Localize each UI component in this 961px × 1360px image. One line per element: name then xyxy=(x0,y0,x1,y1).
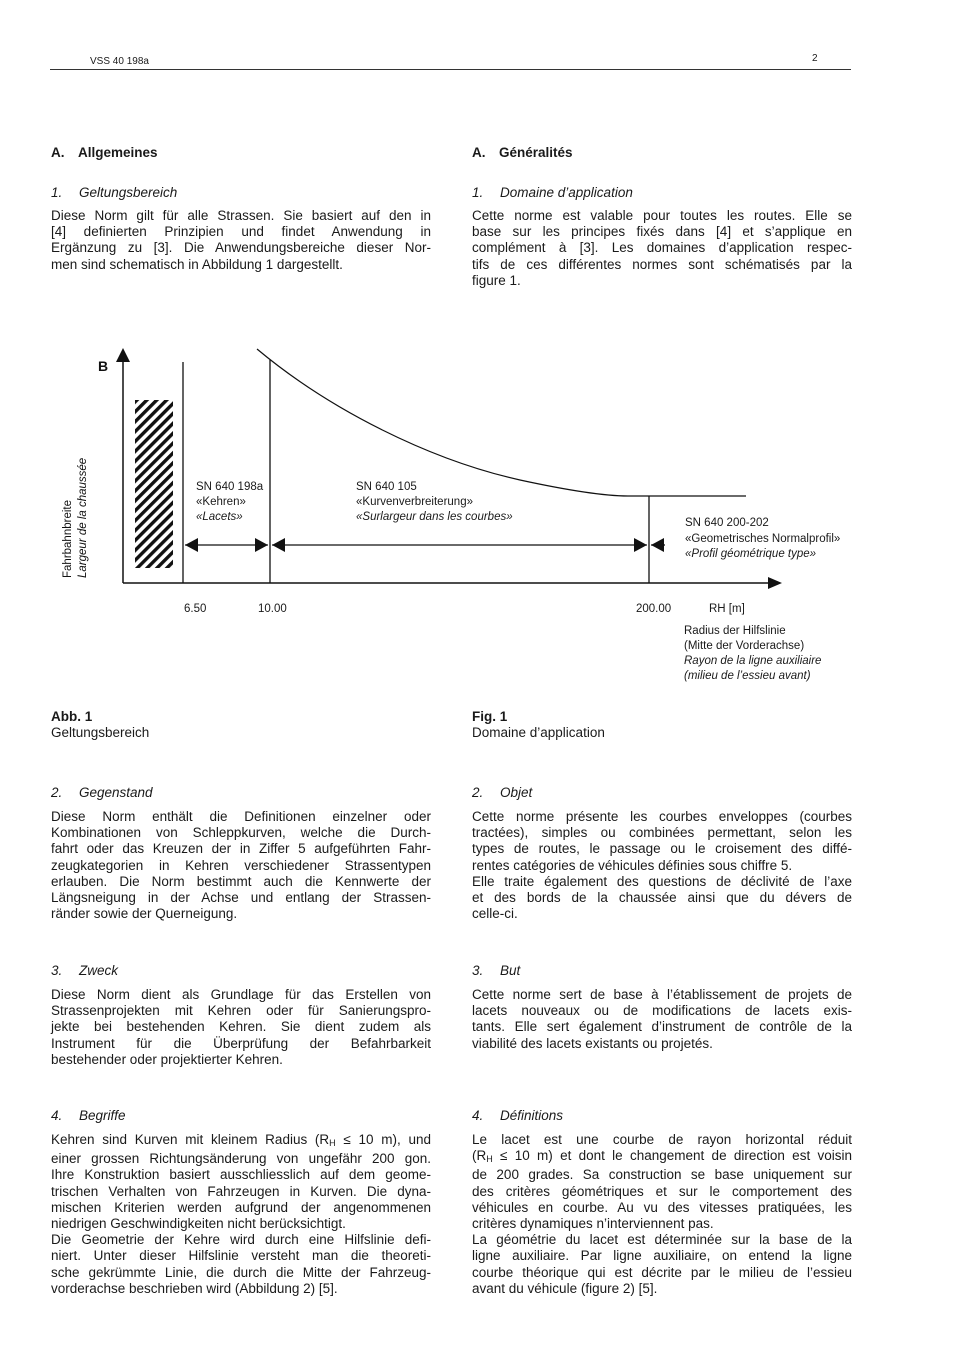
hatched-zone xyxy=(135,400,173,568)
y-axis-arrow xyxy=(116,348,130,362)
section-3-heading-de: 3. Zweck xyxy=(51,963,119,978)
region-b-de: «Kurvenverbreiterung» xyxy=(356,496,473,508)
x-axis-desc-fr-1: Rayon de la ligne auxiliaire xyxy=(684,655,822,667)
section-3-body-fr: Cette norme sert de base à l’établissement de projets de lacets nouveaux ou de modifications de lacets exis- tants. Elle sert également d’instrument de contrôle de la viabilité des lacets existants ou projetés. xyxy=(472,987,852,1051)
section-4-body-fr: Le lacet est une courbe de rayon horizontal réduit ($R_H \le 10$ m) et dont le changement de direction est voisin de 200 grades. Sa construction se base uniquement sur des critères géométriques et sur le comportement des véhicules en courbe. Au vu des vitesses pratiquées, les critères dynamiques n’interviennent pas. La géométrie du lacet est déterminée sur la base de la ligne auxiliaire. Par ligne auxiliaire, on entend la ligne courbe théorique qui est décrite par le milieu de l’essieu avant du véhicule (figure 2) [5]. xyxy=(472,1132,852,1296)
section-2-body-de: Diese Norm enthält die Definitionen einzelner oder Kombinationen von Schleppkurven, welche die Durch- fahrt oder das Kreuzen der in Ziffer 5 aufgeführten Fahr- zeugkategorien in Kehren verschiedener Strassentypen erlauben. Die Norm bestimmt auch die Kennwerte der Längsneigung in der Achse und entlang der Strassen- ränder sowie der Querneigung. xyxy=(51,809,431,922)
x-axis-desc-fr-2: (milieu de l’essieu avant) xyxy=(684,670,811,682)
region-c-code: SN 640 200-202 xyxy=(685,517,769,529)
section-1-heading-fr: 1. Domaine d’application xyxy=(472,185,633,200)
range-arrow-b-left-head xyxy=(272,538,285,552)
width-curve xyxy=(257,349,746,496)
range-arrow-a-right-head xyxy=(255,538,268,552)
region-a-code: SN 640 198a xyxy=(196,481,264,493)
range-arrow-a-left-head xyxy=(185,538,198,552)
section-2-heading-de: 2. Gegenstand xyxy=(51,785,153,800)
region-b-code: SN 640 105 xyxy=(356,481,417,493)
x-axis-arrow xyxy=(768,577,782,589)
range-arrow-b-right-head xyxy=(634,538,647,552)
section-3-heading-fr: 3. But xyxy=(472,963,521,978)
section-1-body-de: Diese Norm gilt für alle Strassen. Sie basiert auf den in [4] definierten Prinzipien und findet Anwendung in Ergänzung zu [3]. Die Anwendungsbereiche dieser Nor- men sind schematisch in Abbildung 1 dargestellt. xyxy=(51,208,431,272)
region-a-fr: «Lacets» xyxy=(196,511,243,523)
section-a-heading-de: A. Allgemeines xyxy=(51,145,158,160)
section-4-body-de: Kehren sind Kurven mit kleinem Radius ($R_H \le 10$ m), und einer grossen Richtungsänderung von ungefähr 200 gon. Ihre Konstruktion basiert ausschliesslich auf dem geome- trischen Verhalten von Fahrzeugen in Kurven. Die dyna- mischen Kriterien werden aufgrund der angenommenen niedrigen Geschwindigkeiten nicht berücksichtigt. Die Geometrie der Kehre wird durch eine Hilfslinie defi- niert. Unter dieser Hilfslinie versteht man die theoreti- sche gekrümmte Linie, die durch die Mitte der Fahrzeug- vorderachse beschrieben wird (Abbildung 2) [5]. xyxy=(51,1132,431,1296)
figure-caption-de: Abb. 1 Geltungsbereich xyxy=(51,709,150,740)
section-4-heading-fr: 4. Définitions xyxy=(472,1108,564,1123)
x-tick-6-50: 6.50 xyxy=(184,603,207,615)
region-a-de: «Kehren» xyxy=(196,496,246,508)
x-axis-desc-de-2: (Mitte der Vorderachse) xyxy=(684,640,805,652)
x-tick-200-00: 200.00 xyxy=(636,603,672,615)
section-1-heading-de: 1. Geltungsbereich xyxy=(51,185,178,200)
section-a-heading-fr: A. Généralités xyxy=(472,145,573,160)
region-b-fr: «Surlargeur dans les courbes» xyxy=(356,511,513,523)
x-tick-10-00: 10.00 xyxy=(258,603,287,615)
section-2-body-fr: Cette norme présente les courbes enveloppes (courbes tractées), simples ou combinées permettant, selon les types de routes, le passage ou le croisement des diffé- rentes catégories de véhicules définies sous chiffre 5. Elle traite également des questions de déclivité de l’axe et des bords de la chaussée ainsi que du dévers de celle-ci. xyxy=(472,809,852,922)
y-axis-label-de: Fahrbahnbreite xyxy=(62,500,74,578)
region-c-fr: «Profil géométrique type» xyxy=(685,548,817,560)
y-axis-symbol: B xyxy=(98,358,109,374)
section-4-heading-de: 4. Begriffe xyxy=(51,1108,126,1123)
region-c-de: «Geometrisches Normalprofil» xyxy=(685,533,841,545)
section-1-body-fr: Cette norme est valable pour toutes les routes. Elle se base sur les principes fixés dans [4] et s’applique en complément à [3]. Les domaines d’application respec- tifs de ces différentes normes sont schématisés par la figure 1. xyxy=(472,208,852,288)
section-2-heading-fr: 2. Objet xyxy=(472,785,533,800)
section-3-body-de: Diese Norm dient als Grundlage für das Erstellen von Strassenprojekten mit Kehren oder für Sanierungspro- jekte bei bestehenden Kehren. Sie dient zudem als Instrument für die Überprüfung der Befahrbarkeit bestehender oder projektierter Kehren. xyxy=(51,987,431,1067)
document-id: VSS 40 198a xyxy=(90,56,149,67)
figure-caption-fr: Fig. 1 Domaine d’application xyxy=(472,709,605,740)
page-number: 2 xyxy=(812,53,818,64)
y-axis-label-fr: Largeur de la chaussée xyxy=(77,457,89,578)
range-arrow-c-head xyxy=(651,538,664,552)
x-axis-desc-de-1: Radius der Hilfslinie xyxy=(684,625,786,637)
x-axis-unit: RH [m] xyxy=(709,603,745,615)
